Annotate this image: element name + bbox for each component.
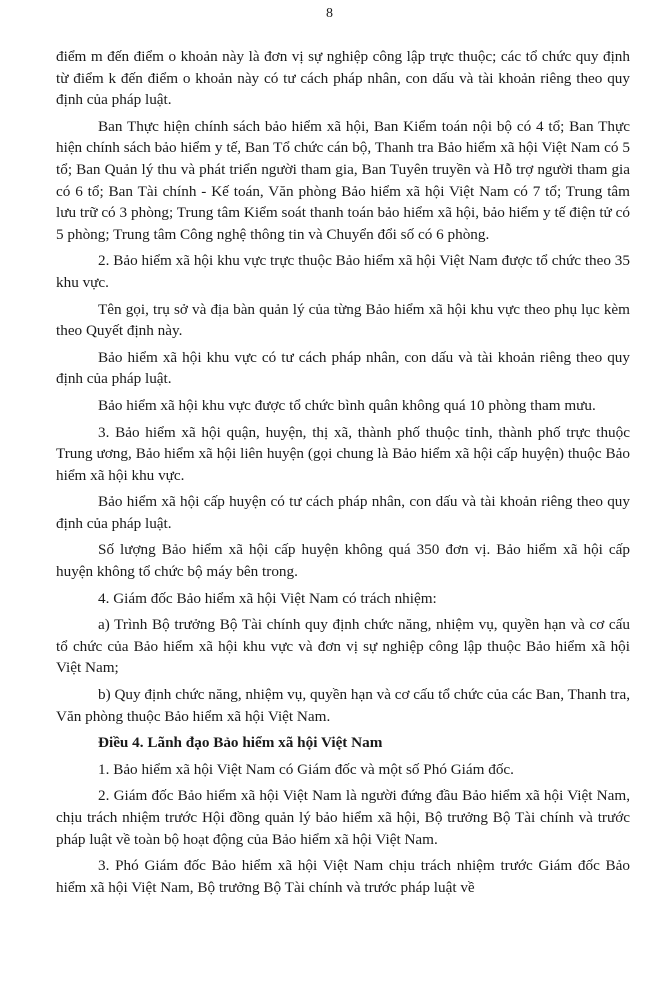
paragraph: Tên gọi, trụ sở và địa bàn quản lý của từng Bảo hiểm xã hội khu vực theo phụ lục kèm theo Quyết định này.	[56, 300, 630, 340]
paragraph: a) Trình Bộ trưởng Bộ Tài chính quy định chức năng, nhiệm vụ, quyền hạn và cơ cấu tổ chức của Bảo hiểm xã hội khu vực và đơn vị sự nghiệp công lập thuộc Bảo hiểm xã hội Việt Nam;	[56, 616, 630, 677]
paragraph: 4. Giám đốc Bảo hiểm xã hội Việt Nam có trách nhiệm:	[98, 589, 437, 607]
paragraph: 2. Bảo hiểm xã hội khu vực trực thuộc Bảo hiểm xã hội Việt Nam được tổ chức theo 35 khu vực.	[56, 252, 630, 291]
paragraph: Bảo hiểm xã hội khu vực có tư cách pháp nhân, con dấu và tài khoản riêng theo quy định của pháp luật.	[56, 348, 630, 388]
document-body	[56, 46, 630, 903]
paragraph-continuation: điểm m đến điểm o khoản này là đơn vị sự nghiệp công lập trực thuộc; các tổ chức quy định từ điểm k đến điểm o khoản này có tư cách pháp nhân, con dấu và tài khoản riêng theo quy định của pháp luật.	[56, 48, 630, 109]
page-number: 8	[326, 6, 333, 21]
paragraph: Bảo hiểm xã hội khu vực được tổ chức bình quân không quá 10 phòng tham mưu.	[98, 396, 596, 414]
paragraph: Ban Thực hiện chính sách bảo hiểm xã hội, Ban Kiểm toán nội bộ có 4 tổ; Ban Thực hiện chính sách bảo hiểm y tế, Ban Tổ chức cán bộ, Thanh tra Bảo hiểm xã hội Việt Nam có 5 tổ; Ban Quản lý thu và phát triển người tham gia, Ban Tuyên truyền và Hỗ trợ người tham gia có 6 tổ; Ban Tài chính - Kế toán, Văn phòng Bảo hiểm xã hội Việt Nam có 7 tổ; Trung tâm lưu trữ có 3 phòng; Trung tâm Kiểm soát thanh toán bảo hiểm xã hội, bảo hiểm y tế điện tử có 5 phòng; Trung tâm Công nghệ thông tin và Chuyển đổi số có 6 phòng.	[56, 117, 630, 243]
paragraph: Bảo hiểm xã hội cấp huyện có tư cách pháp nhân, con dấu và tài khoản riêng theo quy định của pháp luật.	[56, 493, 630, 532]
paragraph: 3. Phó Giám đốc Bảo hiểm xã hội Việt Nam chịu trách nhiệm trước Giám đốc Bảo hiểm xã hội Việt Nam, Bộ trưởng Bộ Tài chính và trước pháp luật về	[56, 857, 630, 896]
paragraph: 3. Bảo hiểm xã hội quận, huyện, thị xã, thành phố thuộc tỉnh, thành phố trực thuộc Trung ương, Bảo hiểm xã hội liên huyện (gọi chung là Bảo hiểm xã hội cấp huyện) thuộc Bảo hiểm xã hội khu vực.	[56, 423, 630, 484]
paragraph: Số lượng Bảo hiểm xã hội cấp huyện không quá 350 đơn vị. Bảo hiểm xã hội cấp huyện không tổ chức bộ máy bên trong.	[56, 541, 630, 581]
paragraph: b) Quy định chức năng, nhiệm vụ, quyền hạn và cơ cấu tổ chức của các Ban, Thanh tra, Văn phòng thuộc Bảo hiểm xã hội Việt Nam.	[56, 686, 630, 725]
paragraph: 2. Giám đốc Bảo hiểm xã hội Việt Nam là người đứng đầu Bảo hiểm xã hội Việt Nam, chịu trách nhiệm trước Hội đồng quản lý bảo hiểm xã hội, Bộ trưởng Bộ Tài chính và trước pháp luật về toàn bộ hoạt động của Bảo hiểm xã hội Việt Nam.	[56, 787, 630, 848]
paragraph: 1. Bảo hiểm xã hội Việt Nam có Giám đốc và một số Phó Giám đốc.	[98, 760, 514, 778]
article-heading: Điều 4. Lãnh đạo Bảo hiểm xã hội Việt Nam	[98, 734, 383, 752]
